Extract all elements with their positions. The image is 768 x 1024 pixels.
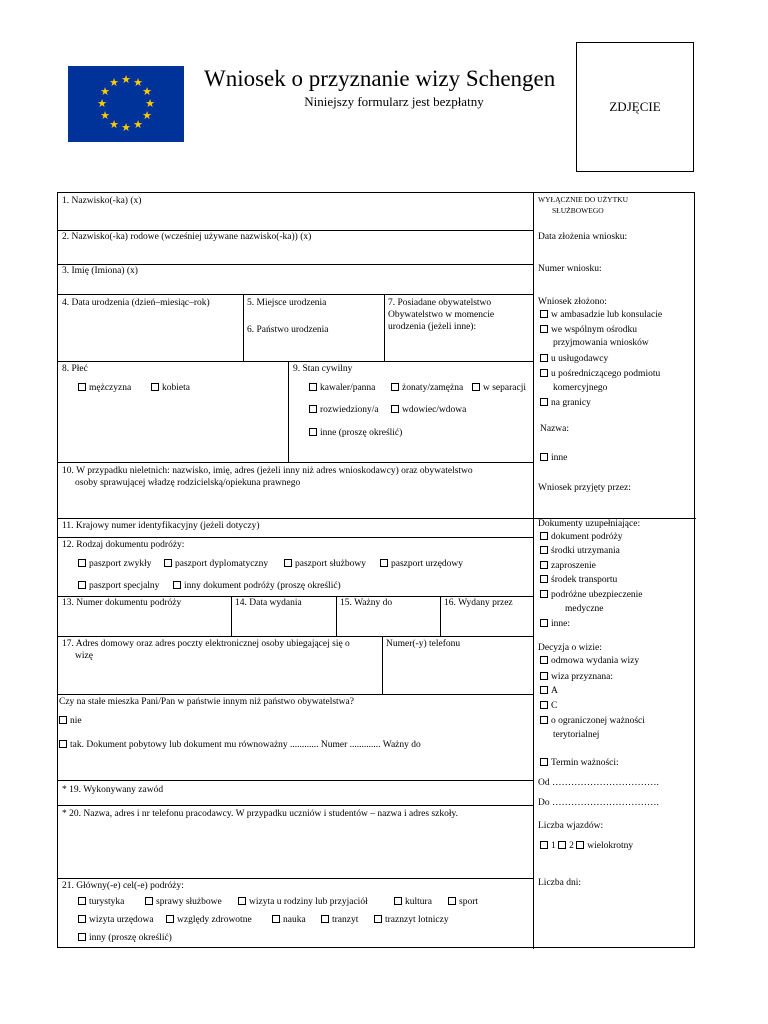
checkbox-common-centre[interactable]: we wspólnym ośrodku xyxy=(540,324,637,336)
checkbox-icon[interactable] xyxy=(540,656,548,664)
checkbox-ordinary-passport[interactable]: paszport zwykły xyxy=(78,558,152,570)
checkbox-icon[interactable] xyxy=(540,453,548,461)
official-valid-until[interactable]: Do ……………………………. xyxy=(538,798,659,808)
checkbox-icon[interactable] xyxy=(380,559,388,567)
entries-one: 1 xyxy=(551,841,556,851)
field-travel-doc-number[interactable]: 13. Numer dokumentu podróży xyxy=(62,598,182,608)
official-valid-from[interactable]: Od ……………………………. xyxy=(538,778,659,788)
official-ltv-2: terytorialnej xyxy=(553,730,600,740)
checkbox-validity[interactable]: Termin ważności: xyxy=(540,757,619,769)
checkbox-visa-c[interactable]: C xyxy=(540,700,557,712)
field-sex: 8. Płeć xyxy=(62,364,88,374)
checkbox-icon[interactable] xyxy=(59,716,67,724)
checkbox-sport[interactable]: sport xyxy=(448,896,478,908)
checkbox-diplomatic-passport[interactable]: paszport dyplomatyczny xyxy=(164,558,268,570)
official-use-header: WYŁĄCZNIE DO UŻYTKU xyxy=(538,195,628,204)
field-first-name[interactable]: 3. Imię (Imiona) (x) xyxy=(62,266,138,276)
checkbox-special-passport[interactable]: paszport specjalny xyxy=(78,580,159,592)
checkbox-icon[interactable] xyxy=(173,581,181,589)
checkbox-icon[interactable] xyxy=(272,915,280,923)
svg-text:★: ★ xyxy=(121,73,131,86)
official-accepted-by: Wniosek przyjęty przez: xyxy=(538,483,631,493)
svg-text:★: ★ xyxy=(142,109,152,122)
field-nationality[interactable]: 7. Posiadane obywatelstwo xyxy=(388,298,492,308)
checkbox-icon[interactable] xyxy=(374,915,382,923)
official-use-header-2: SŁUŻBOWEGO xyxy=(552,206,604,215)
photo-box: ZDJĘCIE xyxy=(576,42,694,172)
checkbox-icon[interactable] xyxy=(540,325,548,333)
checkbox-icon[interactable] xyxy=(540,398,548,406)
checkbox-icon[interactable] xyxy=(309,428,317,436)
checkbox-icon[interactable] xyxy=(391,405,399,413)
field-valid-until[interactable]: 15. Ważny do xyxy=(340,598,393,608)
checkbox-icon[interactable] xyxy=(540,701,548,709)
field-surname-at-birth[interactable]: 2. Nazwisko(-ka) rodowe (wcześniej używane nazwisko(-ka)) (x) xyxy=(62,232,312,242)
official-app-number: Numer wniosku: xyxy=(538,264,602,274)
checkbox-icon[interactable] xyxy=(59,740,67,748)
checkbox-purpose-other[interactable]: inny (proszę określić) xyxy=(78,932,172,944)
official-supporting-docs: Dokumenty uzupełniające: xyxy=(538,519,641,529)
field-phone[interactable]: Numer(-y) telefonu xyxy=(386,639,461,649)
official-submitted-at: Wniosek złożono: xyxy=(538,297,607,307)
field-surname[interactable]: 1. Nazwisko(-ka) (x) xyxy=(62,196,142,206)
svg-text:★: ★ xyxy=(142,85,152,98)
checkbox-icon[interactable] xyxy=(151,383,159,391)
checkbox-icon[interactable] xyxy=(540,841,548,849)
checkbox-icon[interactable] xyxy=(78,383,86,391)
svg-text:★: ★ xyxy=(100,85,110,98)
checkbox-icon[interactable] xyxy=(394,897,402,905)
field-issue-date[interactable]: 14. Data wydania xyxy=(235,598,302,608)
checkbox-residence-no[interactable]: nie xyxy=(59,715,82,727)
field-issued-by[interactable]: 16. Wydany przez xyxy=(444,598,513,608)
field-residence-question: Czy na stałe mieszka Pani/Pan w państwie innym niż państwo obywatelstwa? xyxy=(59,697,354,707)
checkbox-widowed[interactable]: wdowiec/wdowa xyxy=(391,404,466,416)
field-national-id[interactable]: 11. Krajowy numer identyfikacyjny (jeżeli dotyczy) xyxy=(62,521,260,531)
checkbox-means[interactable]: środki utrzymania xyxy=(540,545,620,557)
checkbox-icon[interactable] xyxy=(309,405,317,413)
checkbox-single[interactable]: kawaler/panna xyxy=(309,382,375,394)
checkbox-culture[interactable]: kultura xyxy=(394,896,432,908)
checkbox-civil-other[interactable]: inne (proszę określić) xyxy=(309,427,402,439)
entries-two: 2 xyxy=(569,841,574,851)
checkbox-icon[interactable] xyxy=(540,672,548,680)
checkbox-icon[interactable] xyxy=(540,546,548,554)
checkbox-divorced[interactable]: rozwiedziony/a xyxy=(309,404,379,416)
checkbox-icon[interactable] xyxy=(540,758,548,766)
page-title: Wniosek o przyznanie wizy Schengen xyxy=(204,66,556,91)
field-occupation[interactable]: * 19. Wykonywany zawód xyxy=(62,785,164,795)
checkbox-icon[interactable] xyxy=(540,575,548,583)
field-home-address-2: wizę xyxy=(75,651,93,661)
field-travel-doc-type: 12. Rodzaj dokumentu podróży: xyxy=(62,540,185,550)
checkbox-icon[interactable] xyxy=(540,716,548,724)
field-country-of-birth[interactable]: 6. Państwo urodzenia xyxy=(247,325,329,335)
official-entries: Liczba wjazdów: xyxy=(538,821,604,831)
checkbox-embassy[interactable]: w ambasadzie lub konsulacie xyxy=(540,309,662,321)
checkbox-icon[interactable] xyxy=(78,915,86,923)
checkbox-ltv[interactable]: o ograniczonej ważności xyxy=(540,715,645,727)
checkbox-separated[interactable]: w separacji xyxy=(472,382,526,394)
official-intermediary-2: komercyjnego xyxy=(553,383,608,393)
checkbox-icon[interactable] xyxy=(78,581,86,589)
checkbox-intermediary[interactable]: u pośredniczącego podmiotu xyxy=(540,368,660,380)
svg-text:★: ★ xyxy=(121,121,131,134)
official-common-centre-2: przyjmowania wniosków xyxy=(553,338,649,348)
checkbox-icon[interactable] xyxy=(78,897,86,905)
svg-text:★: ★ xyxy=(100,109,110,122)
svg-text:★: ★ xyxy=(97,97,107,110)
checkbox-icon[interactable] xyxy=(448,897,456,905)
svg-text:★: ★ xyxy=(109,76,119,89)
field-parental-authority-2: osoby sprawującej władzę rodzicielską/opiekuna prawnego xyxy=(75,478,301,488)
official-date-submitted: Data złożenia wniosku: xyxy=(538,232,628,242)
checkbox-icon[interactable] xyxy=(540,532,548,540)
checkbox-female[interactable]: kobieta xyxy=(151,382,190,394)
checkbox-official-passport[interactable]: paszport urzędowy xyxy=(380,558,463,570)
checkbox-icon[interactable] xyxy=(540,590,548,598)
field-parental-authority[interactable]: 10. W przypadku nieletnich: nazwisko, imię, adres (jeżeli inny niż adres wnioskodawcy) oraz obywatelstwo xyxy=(62,466,473,476)
field-nationality-at-birth-2: urodzenia (jeżeli inne): xyxy=(388,322,477,332)
checkbox-other-travel-doc[interactable]: inny dokument podróży (proszę określić) xyxy=(173,580,341,592)
checkbox-airport-transit[interactable]: traznzyt lotniczy xyxy=(374,914,449,926)
checkbox-transport[interactable]: środek transportu xyxy=(540,574,617,586)
field-employer[interactable]: * 20. Nazwa, adres i nr telefonu pracodawcy. W przypadku uczniów i studentów – nazwa i adres szkoły. xyxy=(62,809,458,819)
official-insurance-2: medyczne xyxy=(565,604,604,614)
checkbox-icon[interactable] xyxy=(540,686,548,694)
visa-form xyxy=(57,192,695,948)
checkbox-icon[interactable] xyxy=(540,369,548,377)
field-place-of-birth[interactable]: 5. Miejsce urodzenia xyxy=(247,298,327,308)
entries-multiple: wielokrotny xyxy=(587,841,634,851)
checkbox-icon[interactable] xyxy=(540,561,548,569)
checkbox-icon[interactable] xyxy=(558,841,566,849)
official-days: Liczba dni: xyxy=(538,878,581,888)
svg-text:★: ★ xyxy=(145,97,155,110)
checkbox-icon[interactable] xyxy=(540,354,548,362)
svg-text:★: ★ xyxy=(133,118,143,131)
checkbox-official-visit[interactable]: wizyta urzędowa xyxy=(78,914,154,926)
field-date-of-birth[interactable]: 4. Data urodzenia (dzień–miesiąc–rok) xyxy=(62,298,210,308)
checkbox-issued[interactable]: wiza przyznana: xyxy=(540,671,613,683)
checkbox-docs-other[interactable]: inne: xyxy=(540,618,570,630)
checkbox-icon[interactable] xyxy=(166,915,174,923)
checkbox-icon[interactable] xyxy=(540,619,548,627)
checkbox-refused[interactable]: odmowa wydania wizy xyxy=(540,655,639,667)
checkbox-family-visit[interactable]: wizyta u rodziny lub przyjaciół xyxy=(238,896,368,908)
checkbox-business[interactable]: sprawy służbowe xyxy=(145,896,222,908)
checkbox-icon[interactable] xyxy=(78,559,86,567)
checkbox-icon[interactable] xyxy=(576,841,584,849)
checkbox-male[interactable]: mężczyzna xyxy=(78,382,131,394)
field-nationality-at-birth: Obywatelstwo w momencie xyxy=(388,310,495,320)
checkbox-service-passport[interactable]: paszport służbowy xyxy=(284,558,366,570)
checkbox-visa-a[interactable]: A xyxy=(540,685,558,697)
checkbox-service-provider[interactable]: u usługodawcy xyxy=(540,353,608,365)
checkbox-residence-yes[interactable]: tak. Dokument pobytowy lub dokument mu równoważny ............ Numer ............. Ważny do xyxy=(59,739,421,751)
field-civil-status: 9. Stan cywilny xyxy=(293,364,353,374)
official-name: Nazwa: xyxy=(540,424,570,434)
field-purpose: 21. Główny(-e) cel(-e) podróży: xyxy=(62,881,184,891)
checkbox-icon[interactable] xyxy=(321,915,329,923)
checkbox-transit[interactable]: tranzyt xyxy=(321,914,358,926)
checkbox-icon[interactable] xyxy=(540,310,548,318)
checkbox-icon[interactable] xyxy=(309,383,317,391)
checkbox-insurance[interactable]: podróżne ubezpieczenie xyxy=(540,589,643,601)
checkbox-icon[interactable] xyxy=(164,559,172,567)
checkbox-icon[interactable] xyxy=(391,383,399,391)
checkbox-border[interactable]: na granicy xyxy=(540,397,591,409)
checkbox-study[interactable]: nauka xyxy=(272,914,306,926)
checkbox-invitation[interactable]: zaproszenie xyxy=(540,560,596,572)
checkbox-official-other[interactable]: inne xyxy=(540,452,567,464)
checkbox-travel-doc[interactable]: dokument podróży xyxy=(540,531,623,543)
page-subtitle: Niniejszy formularz jest bezpłatny xyxy=(304,94,484,109)
svg-text:★: ★ xyxy=(133,76,143,89)
checkbox-icon[interactable] xyxy=(238,897,246,905)
checkbox-icon[interactable] xyxy=(284,559,292,567)
field-home-address[interactable]: 17. Adres domowy oraz adres poczty elektronicznej osoby ubiegającej się o xyxy=(62,639,350,649)
svg-text:★: ★ xyxy=(109,118,119,131)
checkbox-tourism[interactable]: turystyka xyxy=(78,896,124,908)
checkbox-married[interactable]: żonaty/zamężna xyxy=(391,382,463,394)
official-entries-options xyxy=(540,840,633,852)
checkbox-icon[interactable] xyxy=(472,383,480,391)
official-decision: Decyzja o wizie: xyxy=(538,643,602,653)
checkbox-icon[interactable] xyxy=(78,933,86,941)
checkbox-medical[interactable]: względy zdrowotne xyxy=(166,914,252,926)
checkbox-icon[interactable] xyxy=(145,897,153,905)
